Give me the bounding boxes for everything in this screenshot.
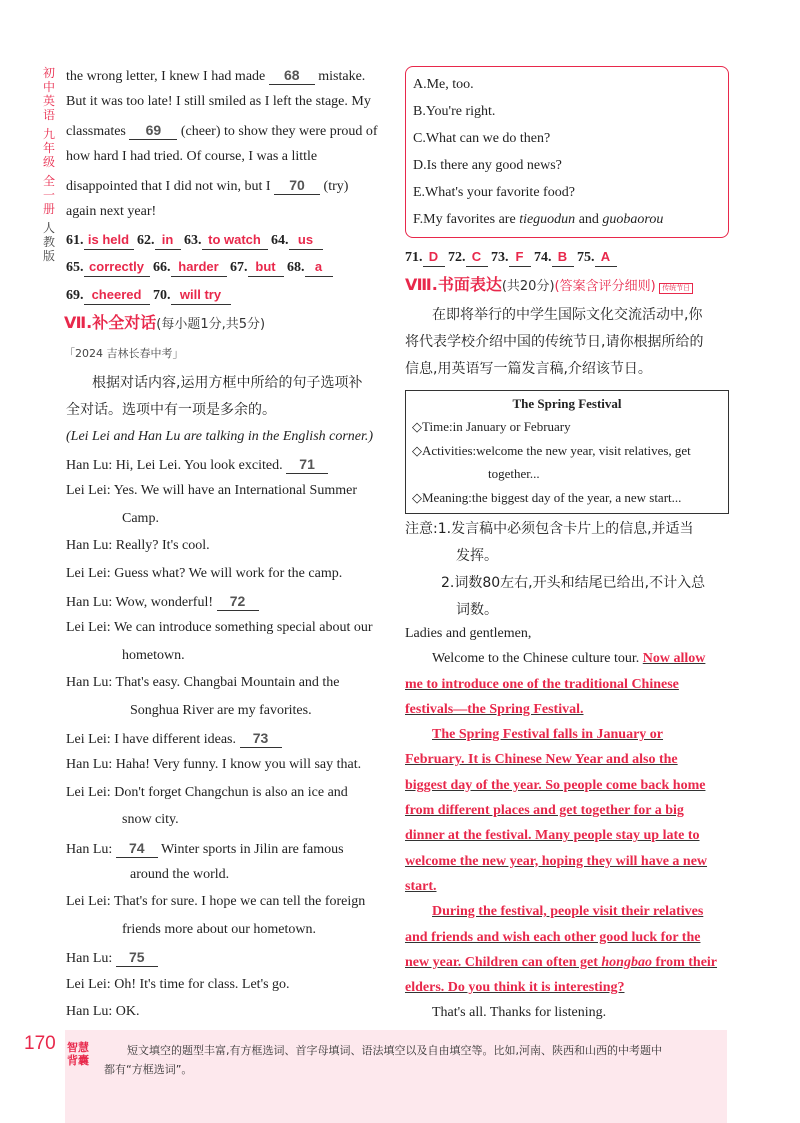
speaker-name: Lei Lei: <box>66 732 115 747</box>
dialogue-line: Han Lu: Haha! Very funny. I know you will say that. <box>66 757 362 773</box>
essay-p2-line: start. <box>405 878 437 894</box>
answer-65: correctly <box>84 258 150 277</box>
blank-70[interactable]: 70 <box>274 176 320 195</box>
speaker-name: Han Lu: <box>66 675 116 691</box>
speaker-name: Lei Lei: <box>66 565 115 581</box>
speaker-name: Lei Lei: <box>66 620 114 636</box>
sidebar-char: 全 <box>42 174 55 188</box>
essay-p2-line: biggest day of the year. So people come back home <box>405 777 706 793</box>
sidebar-char: 语 <box>42 108 55 122</box>
sidebar-char: 人 <box>42 221 55 235</box>
essay-closing: That's all. Thanks for listening. <box>432 1005 607 1020</box>
essay-opening: Ladies and gentlemen, <box>405 626 532 641</box>
answer-row-2: 65. correctly 66. harder 67. but 68. a <box>66 258 333 277</box>
sidebar-book-label <box>40 66 58 263</box>
answer-row-1: 61. is held 62. in 63. to watch 64. us <box>66 231 323 250</box>
instruction-line-2: 全对话。选项中有一项是多余的。 <box>66 402 276 418</box>
section-title: Ⅶ.补全对话 <box>64 313 157 332</box>
option-a: A.Me, too. <box>413 77 474 92</box>
sidebar-char: 英 <box>42 94 55 108</box>
essay-p1-line2: me to introduce one of the traditional Chinese <box>405 677 679 692</box>
card-title: The Spring Festival <box>512 396 622 411</box>
answer-67: but <box>248 258 284 277</box>
dialogue-line-cont: friends more about our hometown. <box>122 921 317 937</box>
sidebar-char: 教 <box>42 235 55 249</box>
instruction-line-1: 根据对话内容,运用方框中所给的句子选项补 <box>92 375 363 391</box>
blank-74[interactable]: 74 <box>116 839 158 858</box>
option-e: E.What's your favorite food? <box>413 185 575 200</box>
passage-text: mistake. <box>318 69 366 84</box>
dialogue-line: Lei Lei: Guess what? We will work for the camp. <box>66 565 343 581</box>
dialogue-line: Han Lu: Wow, wonderful! 72 <box>66 592 259 612</box>
option-f: F.My favorites are tieguodun and guobaorou <box>413 212 664 227</box>
passage-line-3: classmates 69 (cheer) to show they were proud of <box>66 122 378 139</box>
sidebar-char: 中 <box>42 80 55 94</box>
card-activities: ◇Activities:welcome the new year, visit relatives, get <box>412 443 691 458</box>
dialogue-line-cont: Camp. <box>122 510 159 526</box>
dialogue-line: Lei Lei: We can introduce something special about our <box>66 620 373 636</box>
answer-row-71-75: 71. D 72. C 73. F 74. B 75. A <box>405 248 617 267</box>
card-activities-2: together... <box>488 466 540 481</box>
prompt-line-3: 信息,用英语写一篇发言稿,介绍该节日。 <box>405 361 652 377</box>
passage-line-4: how hard I had tried. Of course, I was a little <box>66 149 318 164</box>
source-label: 「2024 吉林长春中考」 <box>64 347 184 360</box>
answer-61: is held <box>84 231 134 250</box>
passage-text: the wrong letter, I knew I had made <box>66 69 266 84</box>
note-1b: 发挥。 <box>456 548 498 564</box>
dialogue-line: Han Lu: 74 Winter sports in Jilin are famous <box>66 839 344 857</box>
dialogue-line: Lei Lei: Yes. We will have an International Summer <box>66 483 357 499</box>
dialogue-line: Han Lu: OK. <box>66 1004 140 1019</box>
answer-68: a <box>305 258 333 277</box>
card-time: ◇Time:in January or February <box>412 419 571 434</box>
answer-69: cheered <box>84 286 150 305</box>
dialogue-line: Han Lu: That's easy. Changbai Mountain and the <box>66 675 340 691</box>
dialogue-line: Lei Lei: I have different ideas. 73 <box>66 729 282 749</box>
card-meaning: ◇Meaning:the biggest day of the year, a new start... <box>412 490 682 505</box>
sidebar-char: 年 <box>42 141 55 155</box>
dialogue-line-cont: Songhua River are my favorites. <box>130 702 312 718</box>
blank-73[interactable]: 73 <box>240 729 282 748</box>
dialogue-line-cont: hometown. <box>122 647 185 663</box>
option-c: C.What can we do then? <box>413 131 551 146</box>
speaker-name: Han Lu: <box>66 841 116 857</box>
essay-p3-line3: new year. Children can often get hongbao from their <box>405 955 718 970</box>
note-2b: 词数。 <box>456 602 498 618</box>
sidebar-char: 册 <box>42 202 55 216</box>
blank-69[interactable]: 69 <box>129 121 177 140</box>
essay-p3-line4: elders. Do you think it is interesting? <box>405 980 625 995</box>
answer-71: D <box>423 248 445 267</box>
speaker-name: Lei Lei: <box>66 894 114 910</box>
tip-text-1: 短文填空的题型丰富,有方框选词、首字母填词、语法填空以及自由填空等。比如,河南、陕西和山西的中考题中 <box>127 1044 662 1057</box>
blank-75[interactable]: 75 <box>116 948 158 967</box>
passage-line-6: again next year! <box>66 204 157 219</box>
page-number: 170 <box>24 1033 56 1054</box>
answer-75: A <box>595 248 617 267</box>
answer-74: B <box>552 248 574 267</box>
essay-p2-line: dinner at the festival. Many people stay up late to <box>405 828 700 844</box>
dialogue-line-cont: snow city. <box>122 812 179 828</box>
speaker-name: Han Lu: <box>66 458 116 473</box>
speaker-name: Han Lu: <box>66 595 116 610</box>
note-2: 2.词数80左右,开头和结尾已给出,不计入总 <box>441 575 706 591</box>
essay-p2-line: welcome the new year, hoping they will have a new <box>405 853 708 869</box>
dialogue-line-cont: around the world. <box>130 867 230 882</box>
dialogue-line: Lei Lei: That's for sure. I hope we can tell the foreign <box>66 894 366 910</box>
speaker-name: Han Lu: <box>66 1004 116 1019</box>
answer-62: in <box>155 231 181 250</box>
speaker-name: Han Lu: <box>66 757 116 773</box>
essay-p3-line1: During the festival, people visit their relatives <box>432 904 704 919</box>
essay-p3-line2: and friends and wish each other good luck for the <box>405 930 701 945</box>
passage-line-5: disappointed that I did not win, but I 70 (try) <box>66 177 349 194</box>
speaker-name: Lei Lei: <box>66 483 114 499</box>
prompt-line-1: 在即将举行的中学生国际文化交流活动中,你 <box>432 307 703 323</box>
speaker-name: Lei Lei: <box>66 976 115 992</box>
section-8-heading: Ⅷ.书面表达(共20分)(答案含评分细则) 传统节日 <box>405 276 693 296</box>
option-b: B.You're right. <box>413 104 496 119</box>
essay-p2-line: from different places and get together for a big <box>405 802 684 818</box>
answer-63: to watch <box>202 231 268 250</box>
sidebar-char: 九 <box>42 127 55 141</box>
passage-line-1 <box>66 66 365 86</box>
scene-text: (Lei Lei and Han Lu are talking in the English corner.) <box>66 429 374 444</box>
dialogue-line: Han Lu: Really? It's cool. <box>66 538 210 554</box>
passage-line-2: But it was too late! I still smiled as I left the stage. My <box>66 94 371 109</box>
answer-73: F <box>509 248 531 267</box>
sidebar-char: 版 <box>42 249 55 263</box>
dialogue-line: Lei Lei: Don't forget Changchun is also an ice and <box>66 784 348 800</box>
blank-71[interactable]: 71 <box>286 455 328 474</box>
tip-tag-2: 背囊 <box>67 1054 89 1067</box>
tip-text-2: 都有“方框选词”。 <box>104 1063 193 1076</box>
answer-72: C <box>466 248 488 267</box>
sidebar-char: 初 <box>42 66 55 80</box>
blank-68[interactable]: 68 <box>269 66 315 85</box>
answer-64: us <box>289 231 323 250</box>
answer-row-3: 69. cheered 70. will try <box>66 286 231 305</box>
essay-p1-line1: Welcome to the Chinese culture tour. Now allow <box>432 651 706 666</box>
essay-p2-line: February. It is Chinese New Year and also the <box>405 752 678 768</box>
dialogue-line <box>66 948 158 968</box>
dialogue-line: Lei Lei: Oh! It's time for class. Let's go. <box>66 976 290 992</box>
option-d: D.Is there any good news? <box>413 158 562 173</box>
section-7-heading: Ⅶ.补全对话(每小题1分,共5分) <box>64 313 266 332</box>
essay-p1-line3: festivals—the Spring Festival. <box>405 702 584 717</box>
tradition-badge: 传统节日 <box>659 283 693 294</box>
sidebar-char: 一 <box>42 188 55 202</box>
blank-72[interactable]: 72 <box>217 592 259 611</box>
speaker-name: Han Lu: <box>66 951 116 967</box>
answer-70: will try <box>171 286 231 305</box>
answer-66: harder <box>171 258 227 277</box>
speaker-name: Han Lu: <box>66 538 116 554</box>
speaker-name: Lei Lei: <box>66 784 115 800</box>
prompt-line-2: 将代表学校介绍中国的传统节日,请你根据所给的 <box>405 334 704 350</box>
sidebar-char: 级 <box>42 155 55 169</box>
tip-tag-1: 智慧 <box>67 1041 89 1054</box>
note-1: 注意:1.发言稿中必须包含卡片上的信息,并适当 <box>405 521 694 537</box>
essay-p2-line: The Spring Festival falls in January or <box>432 727 664 742</box>
dialogue-line: Han Lu: Hi, Lei Lei. You look excited. 71 <box>66 455 328 475</box>
